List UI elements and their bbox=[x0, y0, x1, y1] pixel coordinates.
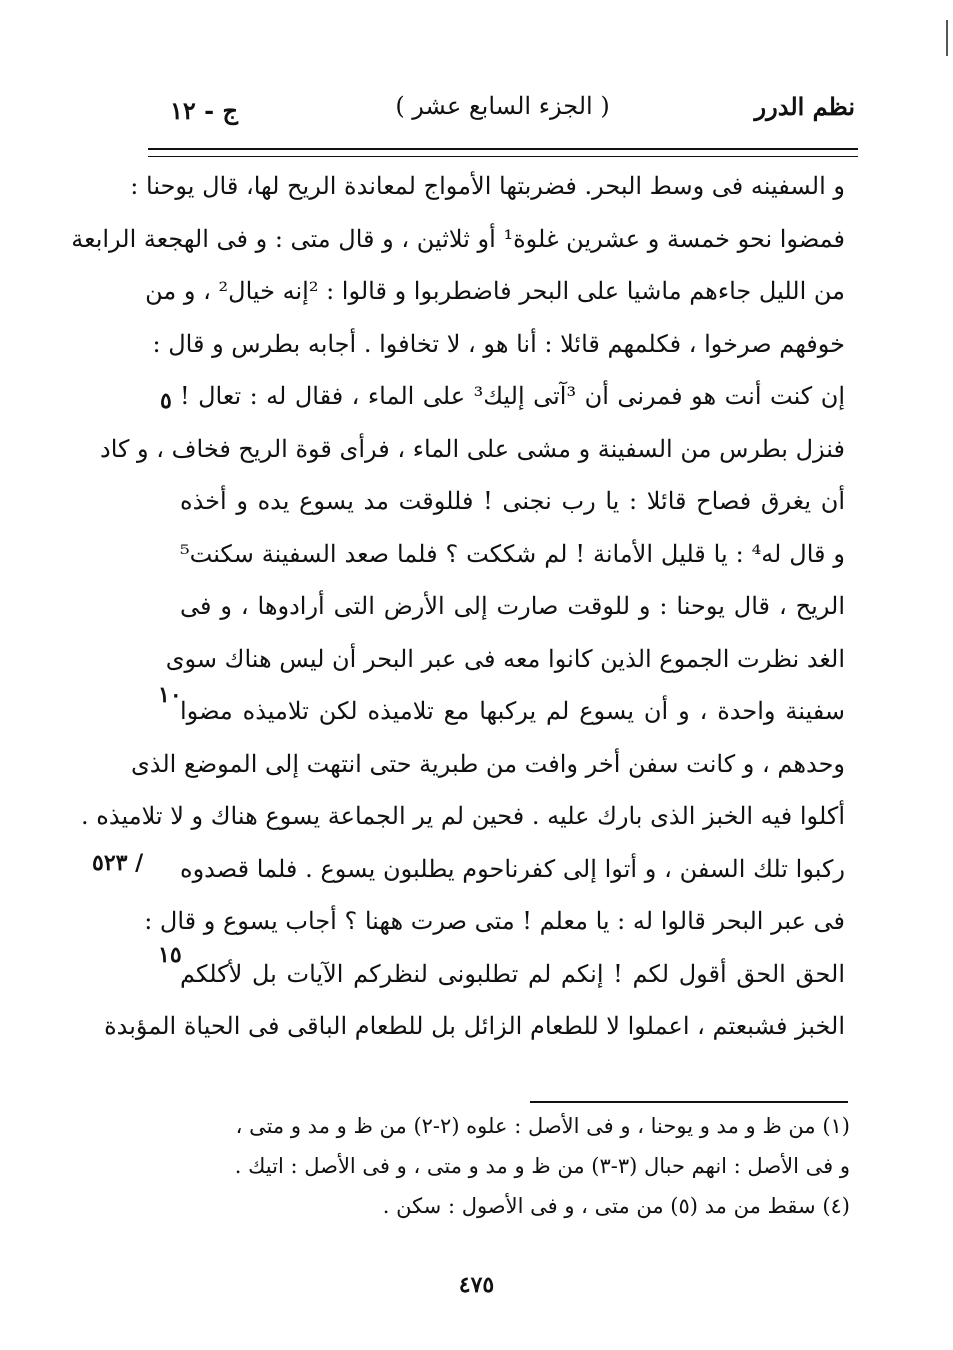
footnote-rule bbox=[530, 1101, 848, 1103]
original-page-reference: / ٥٢٣ bbox=[92, 850, 144, 876]
body-line: الحق الحق أقول لكم ! إنكم لم تطلبونى لنظركم الآيات بل لأكلكم bbox=[180, 959, 845, 988]
body-line: وحدهم ، و كانت سفن أخر وافت من طبرية حتى انتهت إلى الموضع الذى bbox=[130, 749, 845, 778]
body-line: ركبوا تلك السفن ، و أتوا إلى كفرناحوم يطلبون يسوع . فلما قصدوه bbox=[180, 854, 845, 883]
body-line: أن يغرق فصاح قائلا : يا رب نجنى ! فللوقت مد يسوع يده و أخذه bbox=[180, 487, 845, 515]
body-line: سفينة واحدة ، و أن يسوع لم يركبها مع تلاميذه لكن تلاميذه مضوا bbox=[180, 697, 845, 725]
volume-label: ج - ١٢ bbox=[170, 96, 238, 125]
body-line: الخبز فشبعتم ، اعملوا لا للطعام الزائل بل للطعام الباقى فى الحياة المؤبدة bbox=[104, 1012, 845, 1040]
book-title: نظم الدرر bbox=[754, 92, 855, 121]
body-line: الريح ، قال يوحنا : و للوقت صارت إلى الأرض التى أرادوها ، و فى bbox=[180, 592, 845, 620]
footnote-line: (٤) سقط من مد (٥) من متى ، و فى الأصول : سكن . bbox=[382, 1194, 850, 1218]
line-number-10: ١٠ bbox=[158, 682, 182, 708]
body-line: من الليل جاءهم ماشيا على البحر فاضطربوا و قالوا : ²إنه خيال² ، و من bbox=[145, 277, 845, 305]
line-number-15: ١٥ bbox=[158, 942, 182, 968]
body-line: فمضوا نحو خمسة و عشرين غلوة¹ أو ثلاثين ، و قال متى : و فى الهجعة الرابعة bbox=[71, 224, 845, 253]
header-rule bbox=[148, 148, 858, 157]
body-line: إن كنت أنت هو فمرنى أن ³آتى إليك³ على الماء ، فقال له : تعال ! bbox=[180, 382, 846, 410]
body-line: و السفينه فى وسط البحر. فضربتها الأمواج لمعاندة الريح لها، قال يوحنا : bbox=[130, 172, 845, 200]
body-line: فنزل بطرس من السفينة و مشى على الماء ، فرأى قوة الريح فخاف ، و كاد bbox=[100, 434, 845, 463]
body-line: أكلوا فيه الخبز الذى بارك عليه . فحين لم ير الجماعة يسوع هناك و لا تلاميذه . bbox=[81, 802, 845, 830]
body-line: و قال له⁴ : يا قليل الأمانة ! لم شككت ؟ فلما صعد السفينة سكنت⁵ bbox=[180, 539, 845, 568]
body-line: فى عبر البحر قالوا له : يا معلم ! متى صرت ههنا ؟ أجاب يسوع و قال : bbox=[144, 907, 845, 935]
scan-edge-mark bbox=[940, 20, 948, 56]
page-number: ٤٧٥ bbox=[458, 1272, 495, 1298]
body-line: خوفهم صرخوا ، فكلمهم قائلا : أنا هو ، لا تخافوا . أجابه بطرس و قال : bbox=[152, 329, 845, 358]
footnote-line: (١) من ظ و مد و يوحنا ، و فى الأصل : علوه (٢-٢) من ظ و مد و متى ، bbox=[235, 1114, 850, 1138]
running-head bbox=[150, 92, 855, 140]
footnote-line: و فى الأصل : انهم حبال (٣-٣) من ظ و مد و متى ، و فى الأصل : اتيك . bbox=[234, 1154, 850, 1178]
line-number-5: ٥ bbox=[160, 388, 172, 414]
part-title: ( الجزء السابع عشر ) bbox=[395, 92, 610, 120]
body-line: الغد نظرت الجموع الذين كانوا معه فى عبر البحر أن ليس هناك سوى bbox=[165, 644, 845, 673]
footnotes bbox=[200, 1106, 850, 1226]
